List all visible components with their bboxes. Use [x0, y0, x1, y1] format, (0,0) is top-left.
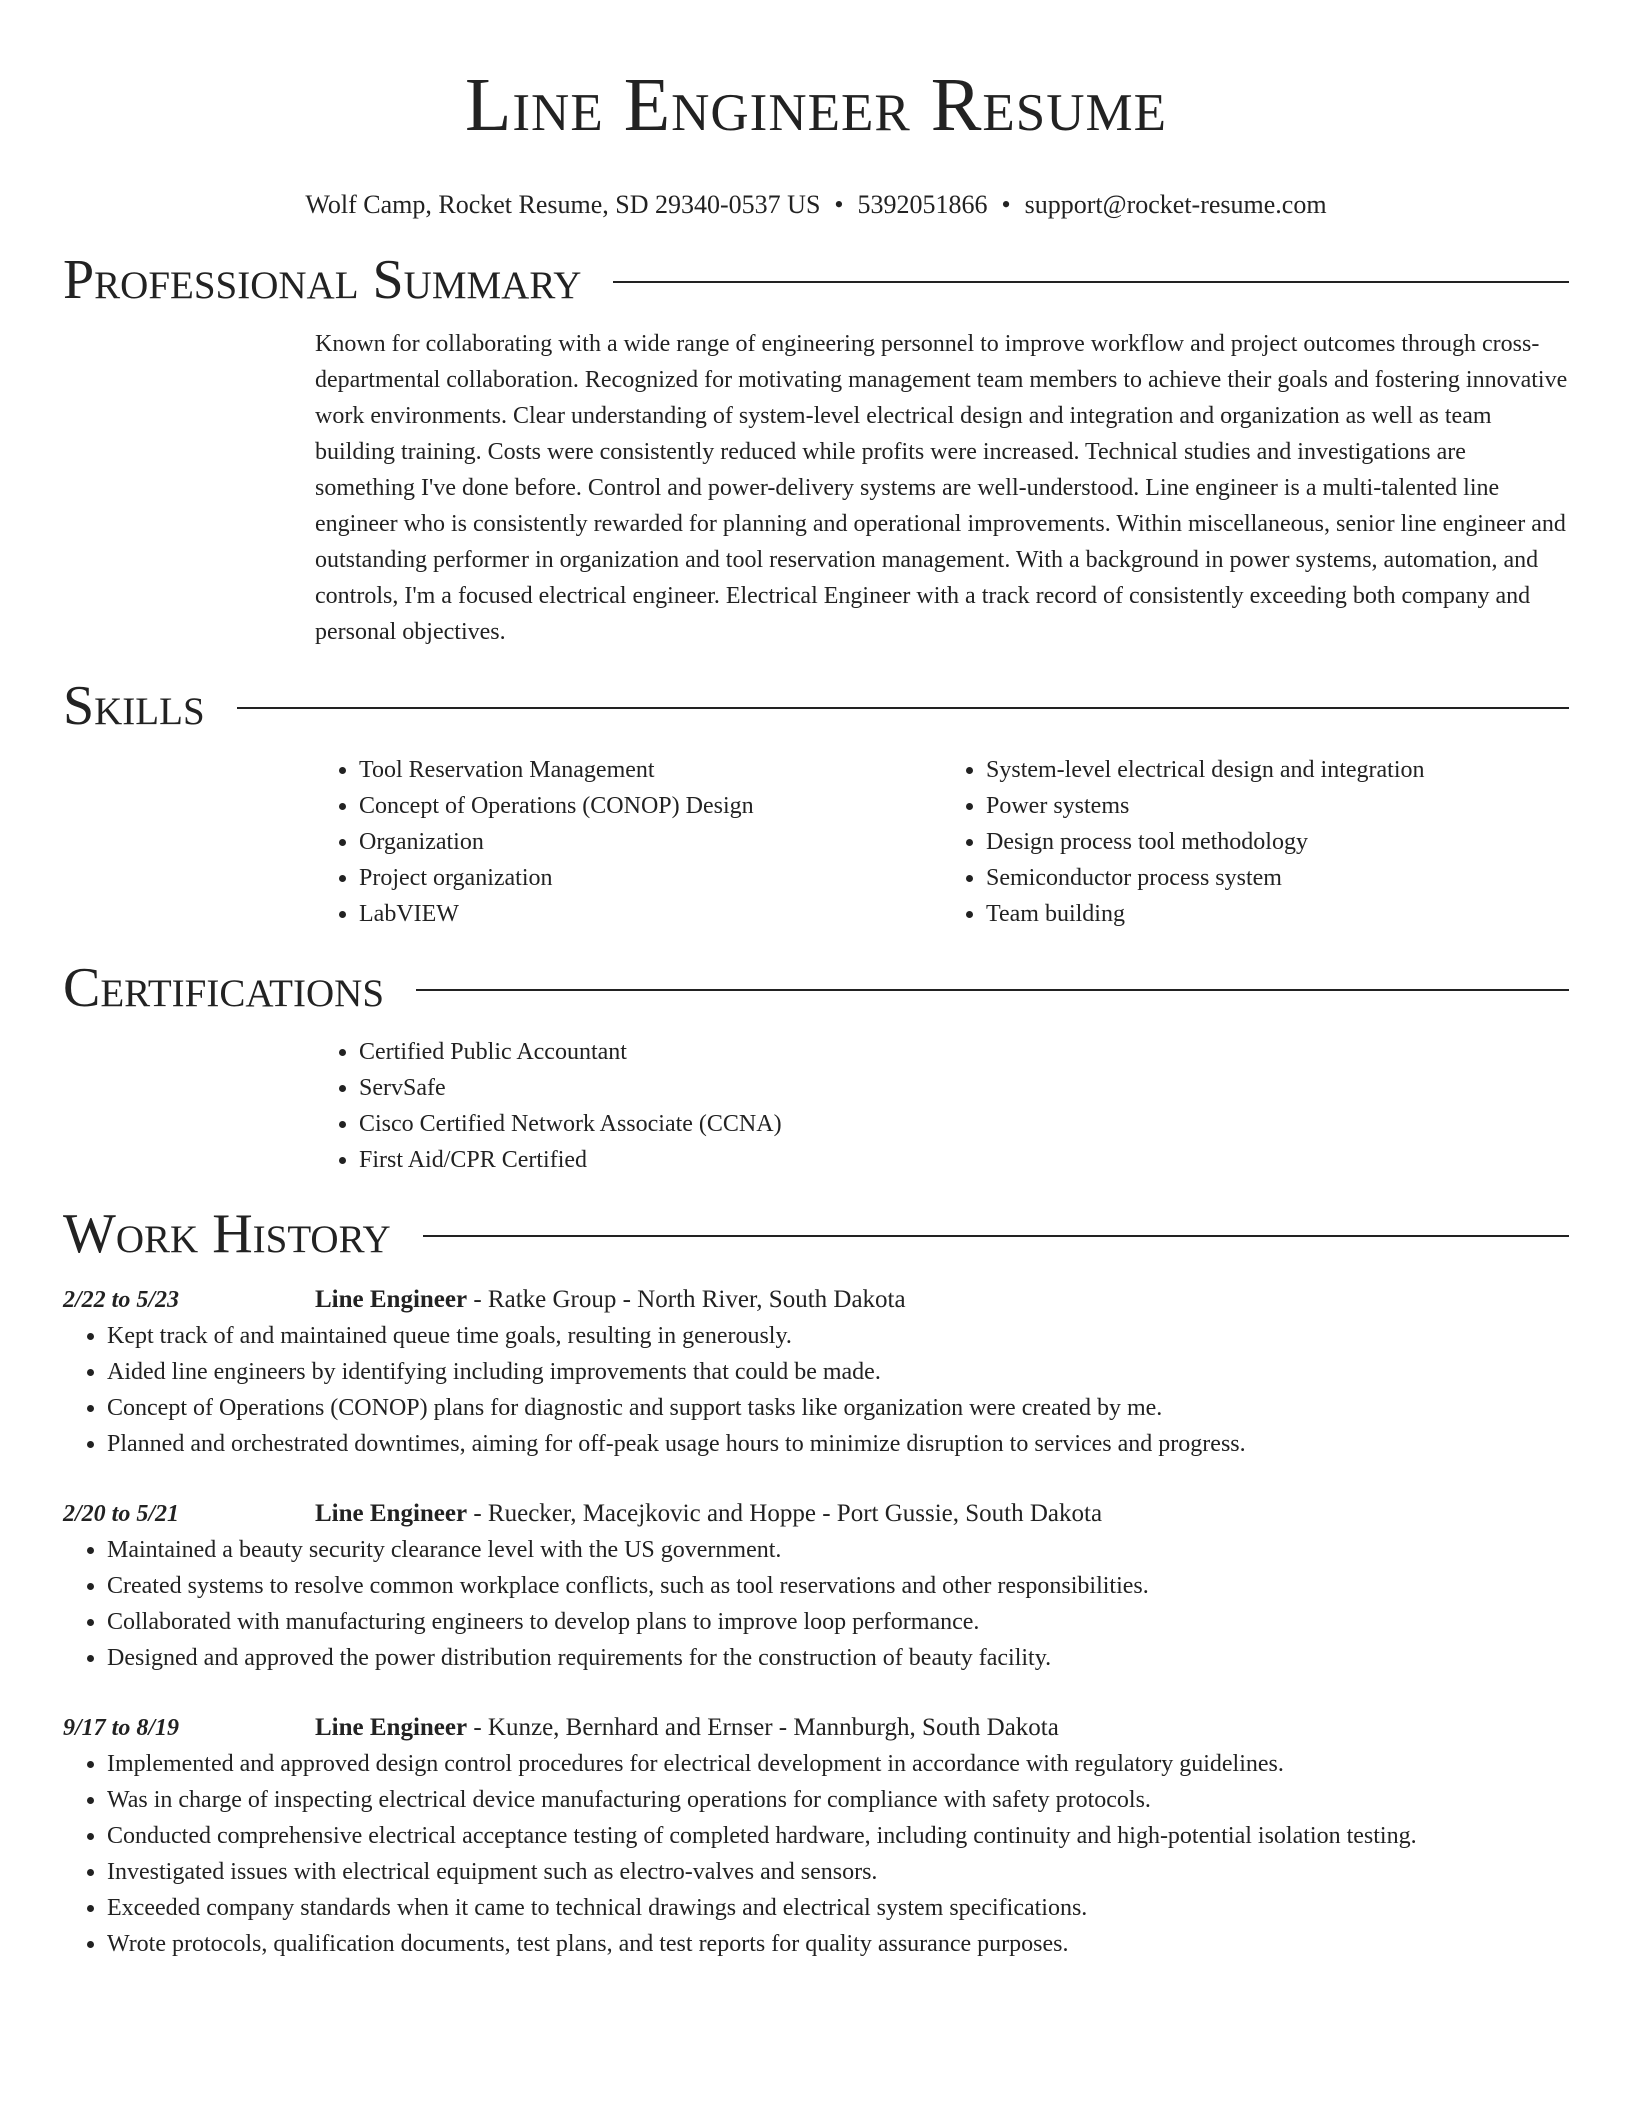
job-header [63, 1282, 1569, 1318]
skills-list-right [942, 752, 1569, 932]
contact-separator: • [834, 190, 844, 219]
job-bullet: • Exceeded company standards when it came to technical drawings and electrical system specifications. [107, 1890, 1569, 1926]
skill-item: • Organization [359, 824, 942, 860]
job-title-line [315, 1282, 906, 1318]
contact-phone: 5392051866 [857, 190, 988, 219]
skills-list-left [315, 752, 942, 932]
skills-heading: Skills [63, 675, 205, 737]
skills-section [315, 752, 1569, 932]
job-dates: 2/20 to 5/21 [63, 1501, 180, 1527]
job-bullet: • Wrote protocols, qualification documents, test plans, and test reports for quality assurance purposes. [107, 1926, 1569, 1962]
work-history-heading: Work History [63, 1203, 391, 1265]
job-bullet: • Investigated issues with electrical equipment such as electro-valves and sensors. [107, 1854, 1569, 1890]
certification-item: • First Aid/CPR Certified [359, 1142, 1569, 1178]
certification-item: • Certified Public Accountant [359, 1034, 1569, 1070]
job-entry [63, 1282, 1569, 1462]
job-company: - Ruecker, Macejkovic and Hoppe - Port Gussie, South Dakota [467, 1500, 1103, 1527]
certification-item: • Cisco Certified Network Associate (CCNA) [359, 1106, 1569, 1142]
job-company: - Kunze, Bernhard and Ernser - Mannburgh, South Dakota [467, 1714, 1059, 1741]
skill-item: • Semiconductor process system [986, 860, 1569, 896]
skill-item: • Design process tool methodology [986, 824, 1569, 860]
section-divider [416, 989, 1569, 991]
job-bullets [63, 1746, 1569, 1962]
skill-item: • Concept of Operations (CONOP) Design [359, 788, 942, 824]
summary-section [315, 326, 1569, 650]
job-company: - Ratke Group - North River, South Dakota [467, 1286, 906, 1313]
contact-address: Wolf Camp, Rocket Resume, SD 29340-0537 US [305, 190, 821, 219]
contact-line [63, 188, 1569, 222]
skill-item: • Power systems [986, 788, 1569, 824]
job-bullets [63, 1532, 1569, 1676]
certifications-heading: Certifications [63, 957, 385, 1019]
certifications-list [315, 1034, 1569, 1178]
section-divider [613, 281, 1569, 283]
job-title: Line Engineer [315, 1500, 468, 1527]
skills-grid [315, 752, 1569, 932]
skill-item: • Project organization [359, 860, 942, 896]
job-title: Line Engineer [315, 1714, 468, 1741]
summary-text: Known for collaborating with a wide range of engineering personnel to improve workflow and project outcomes through cross-departmental collaboration. Recognized for motivating management team members to achieve their goals and fostering innovative work environments. Clear understanding of system-level electrical design and integration and organization as well as team building training. Costs were consistently reduced while profits were increased. Technical studies and investigations are something I've done before. Control and power-delivery systems are well-understood. Line engineer is a multi-talented line engineer who is consistently rewarded for planning and operational improvements. Within miscellaneous, senior line engineer and outstanding performer in organization and tool reservation management. With a background in power systems, automation, and controls, I'm a focused electrical engineer. Electrical Engineer with a track record of consistently exceeding both company and personal objectives. [315, 331, 1568, 645]
job-bullets [63, 1318, 1569, 1462]
job-bullet: • Collaborated with manufacturing engineers to develop plans to improve loop performance. [107, 1604, 1569, 1640]
contact-separator: • [1001, 190, 1011, 219]
job-bullet: • Implemented and approved design control procedures for electrical development in accordance with regulatory guidelines. [107, 1746, 1569, 1782]
section-divider [423, 1235, 1569, 1237]
job-header [63, 1710, 1569, 1746]
job-entry [63, 1710, 1569, 1962]
summary-section-header [63, 248, 1569, 312]
job-entry [63, 1496, 1569, 1676]
certifications-section-header [63, 956, 1569, 1020]
skill-item: • LabVIEW [359, 896, 942, 932]
job-title: Line Engineer [315, 1286, 468, 1313]
skill-item: • Tool Reservation Management [359, 752, 942, 788]
job-bullet: • Planned and orchestrated downtimes, aiming for off-peak usage hours to minimize disruption to services and progress. [107, 1426, 1569, 1462]
job-bullet: • Designed and approved the power distribution requirements for the construction of beauty facility. [107, 1640, 1569, 1676]
certifications-section [315, 1034, 1569, 1178]
page-title: Line Engineer Resume [464, 63, 1168, 147]
skill-item: • System-level electrical design and integration [986, 752, 1569, 788]
section-divider [237, 707, 1569, 709]
job-bullet: • Maintained a beauty security clearance level with the US government. [107, 1532, 1569, 1568]
job-bullet: • Kept track of and maintained queue time goals, resulting in generously. [107, 1318, 1569, 1354]
summary-heading: Professional Summary [63, 249, 582, 311]
job-title-line [315, 1710, 1059, 1746]
skills-section-header [63, 674, 1569, 738]
job-bullet: • Concept of Operations (CONOP) plans for diagnostic and support tasks like organization were created by me. [107, 1390, 1569, 1426]
job-title-line [315, 1496, 1102, 1532]
work-history-section-header [63, 1202, 1569, 1266]
job-bullet: • Was in charge of inspecting electrical device manufacturing operations for compliance with safety protocols. [107, 1782, 1569, 1818]
job-bullet: • Aided line engineers by identifying including improvements that could be made. [107, 1354, 1569, 1390]
job-bullet: • Conducted comprehensive electrical acceptance testing of completed hardware, including continuity and high-potential isolation testing. [107, 1818, 1569, 1854]
certification-item: • ServSafe [359, 1070, 1569, 1106]
job-header [63, 1496, 1569, 1532]
job-bullet: • Created systems to resolve common workplace conflicts, such as tool reservations and other responsibilities. [107, 1568, 1569, 1604]
job-dates: 2/22 to 5/23 [63, 1287, 180, 1313]
skill-item: • Team building [986, 896, 1569, 932]
job-dates: 9/17 to 8/19 [63, 1715, 180, 1741]
contact-email: support@rocket-resume.com [1024, 190, 1327, 219]
